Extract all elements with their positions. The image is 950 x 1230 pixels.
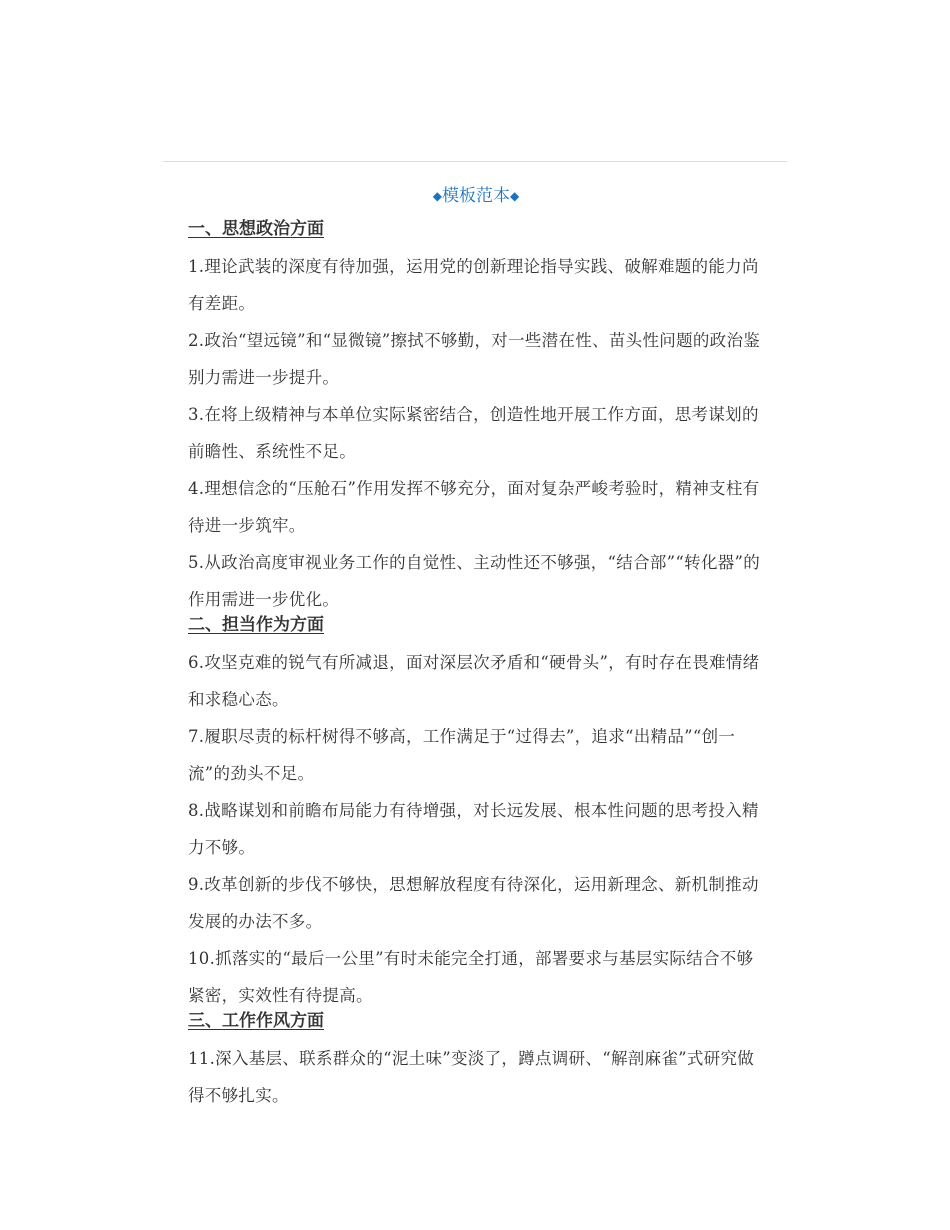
section-work-style <box>188 1008 764 1114</box>
diamond-right-icon: ◆ <box>510 189 520 203</box>
list-item: 5.从政治高度审视业务工作的自觉性、主动性还不够强，“结合部”“转化器”的作用需进一步优化。 <box>188 553 761 609</box>
list-item: 10.抓落实的“最后一公里”有时未能完全打通，部署要求与基层实际结合不够紧密，实效性有待提高。 <box>188 949 754 1005</box>
list-item: 3.在将上级精神与本单位实际紧密结合，创造性地开展工作方面，思考谋划的前瞻性、系统性不足。 <box>188 405 759 461</box>
list-item: 6.攻坚克难的锐气有所减退，面对深层次矛盾和“硬骨头”，有时存在畏难情绪和求稳心态。 <box>188 653 760 709</box>
section-heading: 一、思想政治方面 <box>188 219 324 239</box>
section-political-thought <box>188 216 764 618</box>
top-divider <box>163 161 787 162</box>
section-heading: 三、工作作风方面 <box>188 1011 324 1031</box>
document-content <box>188 184 764 1114</box>
template-title-text: 模板范本 <box>442 186 510 206</box>
diamond-left-icon: ◆ <box>432 189 442 203</box>
list-item: 8.战略谋划和前瞻布局能力有待增强，对长远发展、根本性问题的思考投入精力不够。 <box>188 801 759 857</box>
list-item: 9.改革创新的步伐不够快，思想解放程度有待深化，运用新理念、新机制推动发展的办法不多。 <box>188 875 759 931</box>
list-item: 11.深入基层、联系群众的“泥土味”变淡了，蹲点调研、“解剖麻雀”式研究做得不够扎实。 <box>188 1049 755 1105</box>
section-heading: 二、担当作为方面 <box>188 615 324 635</box>
list-item: 1.理论武装的深度有待加强，运用党的创新理论指导实践、破解难题的能力尚有差距。 <box>188 257 759 313</box>
template-title <box>188 184 764 208</box>
list-item: 2.政治“望远镜”和“显微镜”擦拭不够勤，对一些潜在性、苗头性问题的政治鉴别力需进一步提升。 <box>188 331 761 387</box>
section-responsibility <box>188 612 764 1014</box>
list-item: 4.理想信念的“压舱石”作用发挥不够充分，面对复杂严峻考验时，精神支柱有待进一步筑牢。 <box>188 479 760 535</box>
list-item: 7.履职尽责的标杆树得不够高，工作满足于“过得去”，追求“出精品”“创一流”的劲头不足。 <box>188 727 736 783</box>
